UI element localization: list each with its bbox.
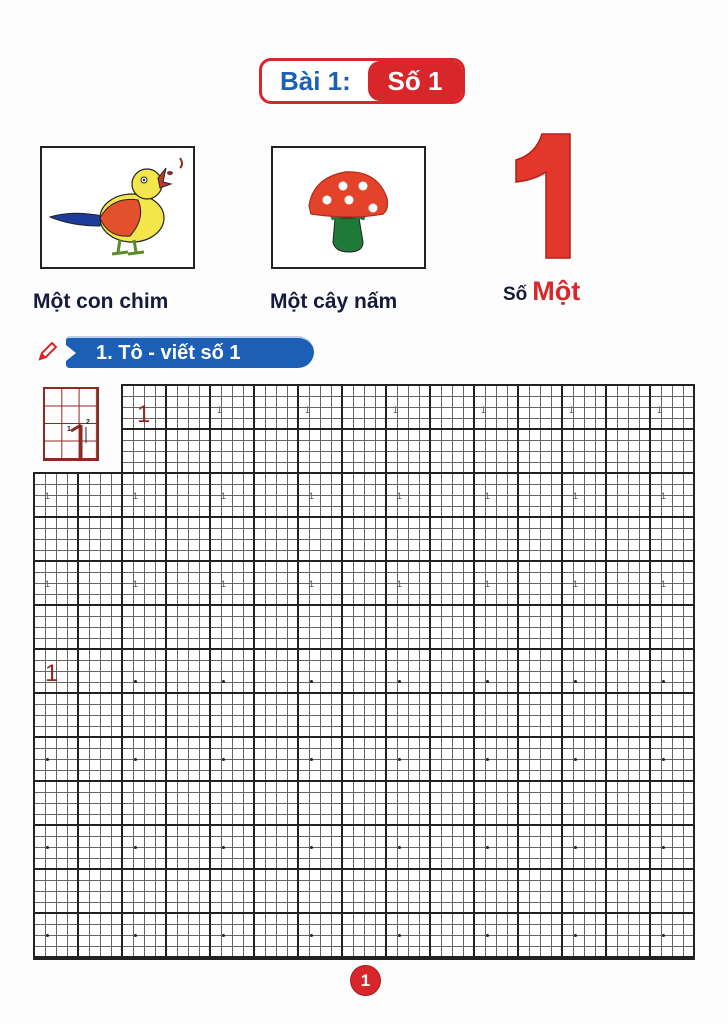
- start-dot: [398, 758, 401, 761]
- trace-digit: 1: [305, 405, 311, 415]
- trace-digit: 1: [133, 491, 139, 501]
- trace-digit: 1: [45, 579, 51, 589]
- trace-digit: 1: [657, 405, 663, 415]
- practice-grid-top[interactable]: [121, 384, 695, 474]
- svg-text:2: 2: [86, 419, 90, 426]
- trace-digit: 1: [309, 491, 315, 501]
- start-dot: [310, 934, 313, 937]
- start-dot: [310, 680, 313, 683]
- pencil-icon: [36, 341, 58, 363]
- trace-digit: 1: [397, 579, 403, 589]
- sample-digit-box: [43, 387, 99, 461]
- big-digit-one: [512, 132, 582, 262]
- trace-digit: 1: [397, 491, 403, 501]
- bird-picture: [40, 146, 195, 269]
- start-dot: [134, 934, 137, 937]
- number-prefix: Số: [503, 284, 528, 305]
- trace-digit: 1: [221, 491, 227, 501]
- trace-digit: 1: [573, 579, 579, 589]
- page-number: 1: [351, 966, 380, 995]
- lesson-title-banner: [259, 58, 465, 104]
- trace-digit: 1: [217, 405, 223, 415]
- start-dot: [662, 680, 665, 683]
- trace-digit: 1: [485, 491, 491, 501]
- practice-grid-main[interactable]: [33, 472, 695, 960]
- start-dot: [134, 680, 137, 683]
- start-dot: [398, 846, 401, 849]
- start-dot: [398, 934, 401, 937]
- start-dot: [222, 758, 225, 761]
- start-dot: [134, 846, 137, 849]
- sample-digit-red: 1: [45, 660, 59, 687]
- section-header: [36, 334, 314, 370]
- start-dot: [662, 846, 665, 849]
- start-dot: [662, 758, 665, 761]
- section-title: 1. Tô - viết số 1: [66, 336, 314, 368]
- trace-digit: 1: [45, 491, 51, 501]
- start-dot: [222, 846, 225, 849]
- start-dot: [46, 934, 49, 937]
- trace-digit: 1: [221, 579, 227, 589]
- trace-digit: 1: [661, 579, 667, 589]
- stroke-guide-icon: [45, 389, 97, 459]
- trace-digit: 1: [481, 405, 487, 415]
- trace-digit: 1: [133, 579, 139, 589]
- start-dot: [486, 934, 489, 937]
- start-dot: [574, 680, 577, 683]
- start-dot: [398, 680, 401, 683]
- start-dot: [222, 680, 225, 683]
- trace-digit: 1: [661, 491, 667, 501]
- start-dot: [574, 846, 577, 849]
- start-dot: [486, 758, 489, 761]
- number-word: Một: [532, 276, 581, 306]
- sample-digit-red: 1: [137, 401, 151, 428]
- start-dot: [486, 680, 489, 683]
- start-dot: [662, 934, 665, 937]
- trace-digit: 1: [393, 405, 399, 415]
- start-dot: [46, 846, 49, 849]
- trace-digit: 1: [485, 579, 491, 589]
- start-dot: [310, 758, 313, 761]
- number-name: [503, 276, 580, 307]
- mushroom-caption: Một cây nấm: [270, 290, 398, 313]
- mushroom-icon: [273, 148, 424, 267]
- trace-digit: 1: [573, 491, 579, 501]
- start-dot: [222, 934, 225, 937]
- lesson-title: Số 1: [368, 61, 462, 101]
- start-dot: [46, 758, 49, 761]
- start-dot: [574, 934, 577, 937]
- trace-digit: 1: [569, 405, 575, 415]
- start-dot: [486, 846, 489, 849]
- start-dot: [310, 846, 313, 849]
- mushroom-picture: [271, 146, 426, 269]
- bird-icon: [42, 148, 193, 267]
- start-dot: [134, 758, 137, 761]
- lesson-label: Bài 1:: [280, 65, 351, 96]
- svg-text:1: 1: [67, 426, 71, 433]
- trace-digit: 1: [309, 579, 315, 589]
- bird-caption: Một con chim: [33, 290, 169, 313]
- start-dot: [574, 758, 577, 761]
